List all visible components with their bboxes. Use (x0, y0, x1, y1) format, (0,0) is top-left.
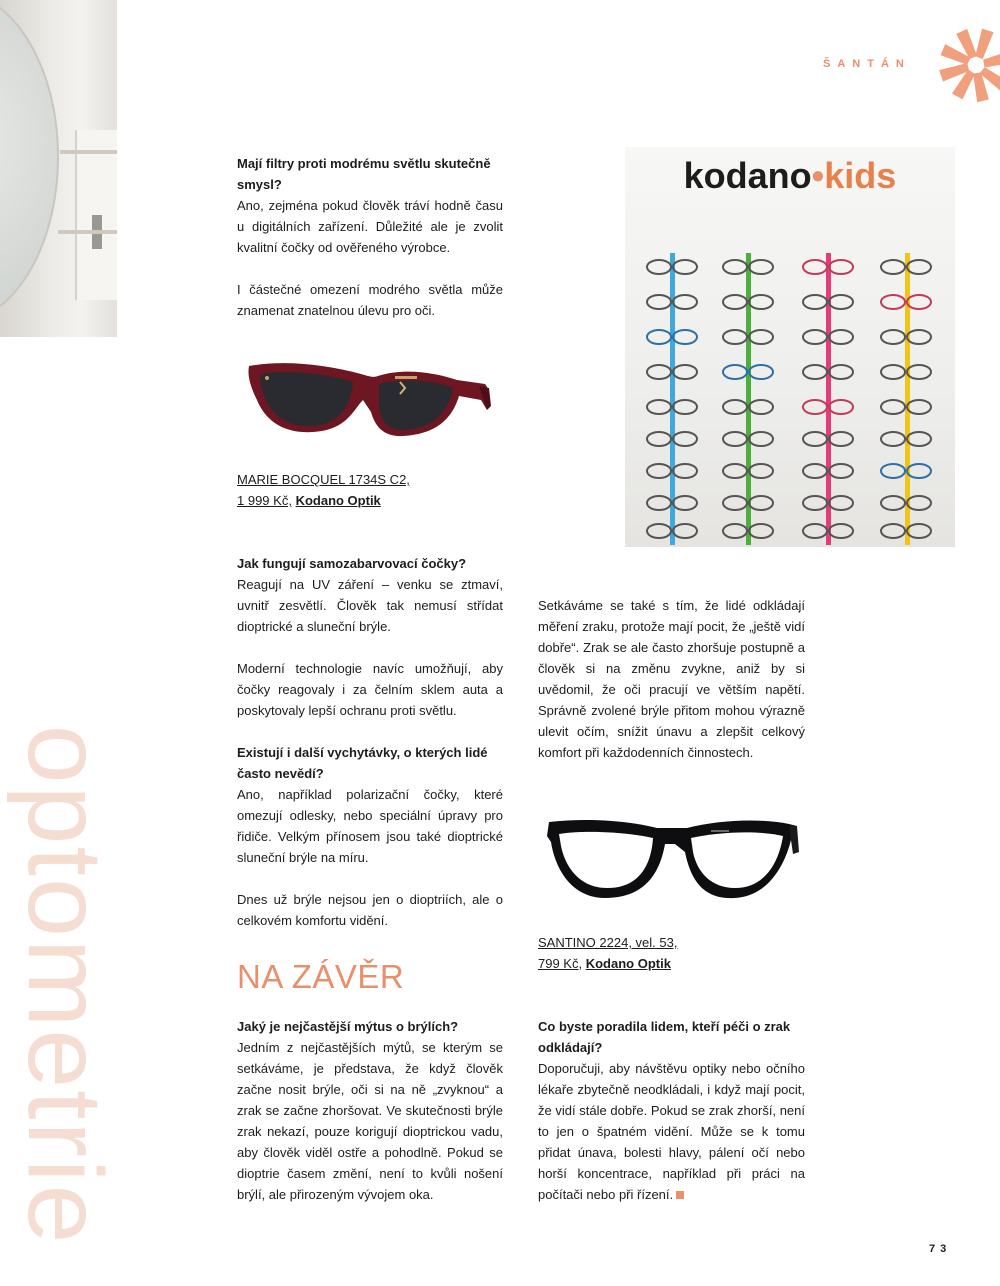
caption-shop-link[interactable]: Kodano Optik (295, 493, 381, 508)
qa-blue-light (237, 153, 503, 321)
kodano-kids-display-photo (625, 147, 955, 547)
answer-gadgets-extra: Dnes už brýle nejsou jen o dioptriích, ale o celkovém komfortu vidění. (237, 892, 503, 928)
answer-gadgets: Ano, například polarizační čočky, které omezují odlesky, nebo speciální úpravy pro řidiče. Velkým přínosem jsou také dioptrické sluneční brýle na míru. (237, 787, 503, 865)
frames-rack-image (625, 147, 955, 547)
photo-sign-kids: kids (824, 155, 897, 196)
question-advice: Co byste poradila lidem, kteří péči o zrak odkládají? (538, 1019, 791, 1055)
paragraph-delayed-eye-test-text: Setkáváme se také s tím, že lidé odkládají měření zraku, protože mají pocit, že „ještě vidí dobře“. Zrak se ale často zhoršuje postupně a člověk si na změnu zvykne, aniž by si uvědomil, že oči pracují ve větším napětí. Správně zvolené brýle přitom mohou výrazně ulevit očím, snížit únavu a zlepšit celkový komfort při každodenních činnostech. (538, 598, 805, 760)
interior-photo (0, 0, 117, 337)
product-caption-santino (538, 932, 677, 974)
photo-sign: kodano•kids (683, 155, 897, 196)
sunglasses-image (243, 352, 493, 444)
answer-blue-light-extra: I částečné omezení modrého světla může znamenat znatelnou úlevu pro oči. (237, 282, 503, 318)
qa-photochromic (237, 553, 503, 931)
end-mark-icon (676, 1191, 684, 1199)
caption-model: MARIE BOCQUEL 1734S C2, (237, 472, 410, 487)
answer-myth: Jedním z nejčastějších mýtů, se kterým se setkáváme, je představa, že když člověk začne nosit brýle, oči si na ně „zvyknou“ a zrak se začne zhoršovat. Ve skutečnosti brýle zrak nekazí, pouze korigují dioptrickou vadu, aby člověk viděl ostře a pohodlně. Pokud se dioptrie časem změní, není to kvůli nošení brýlí, ale přirozeným vývojem oka. (237, 1040, 503, 1202)
photo-sign-kodano: kodano (683, 155, 812, 196)
answer-photochromic: Reagují na UV záření – venku se ztmaví, uvnitř zesvětlí. Člověk tak nemusí střídat dioptrické a sluneční brýle. (237, 577, 503, 634)
answer-photochromic-extra: Moderní technologie navíc umožňují, aby čočky reagovaly i za čelním sklem auta a poskytovaly lepší ochranu proti světlu. (237, 661, 503, 718)
caption-price: 1 999 Kč, (237, 493, 292, 508)
product-caption-marie-bocquel (237, 469, 410, 511)
paragraph-delayed-eye-test (538, 595, 805, 763)
answer-blue-light: Ano, zejména pokud člověk tráví hodně času u digitálních zařízení. Důležité ale je zvolit kvalitní čočky od ověřeného výrobce. (237, 198, 503, 255)
question-blue-light: Mají filtry proti modrému světlu skutečně smysl? (237, 156, 491, 192)
qa-myth (237, 1016, 503, 1205)
caption-price: 799 Kč, (538, 956, 583, 971)
page-number: 73 (929, 1243, 952, 1255)
sun-logo-icon (932, 26, 1000, 104)
caption-model: SANTINO 2224, vel. 53, (538, 935, 678, 950)
question-myth: Jaký je nejčastější mýtus o brýlích? (237, 1019, 459, 1034)
eyeglasses-image (545, 812, 800, 902)
answer-advice-text: Doporučuji, aby návštěvu optiky nebo očního lékaře zbytečně neodkládali, i když mají pocit, že vidí stále dobře. Pokud se zrak zhorší, není to jen o špatném vidění. Může se k tomu přidat únava, bolesti hlavy, pálení očí nebo horší koncentrace, například při práci na počítači nebo při řízení. (538, 1061, 805, 1202)
answer-advice (538, 1058, 805, 1205)
question-photochromic: Jak fungují samozabarvovací čočky? (237, 556, 467, 571)
section-heading: NA ZÁVĚR (237, 958, 405, 995)
caption-shop-link[interactable]: Kodano Optik (585, 956, 671, 971)
qa-advice (538, 1016, 805, 1205)
section-watermark: optometrie (6, 724, 124, 1246)
question-gadgets: Existují i další vychytávky, o kterých lidé často nevědí? (237, 745, 488, 781)
magazine-brand: ŠANTÁN (823, 58, 911, 70)
